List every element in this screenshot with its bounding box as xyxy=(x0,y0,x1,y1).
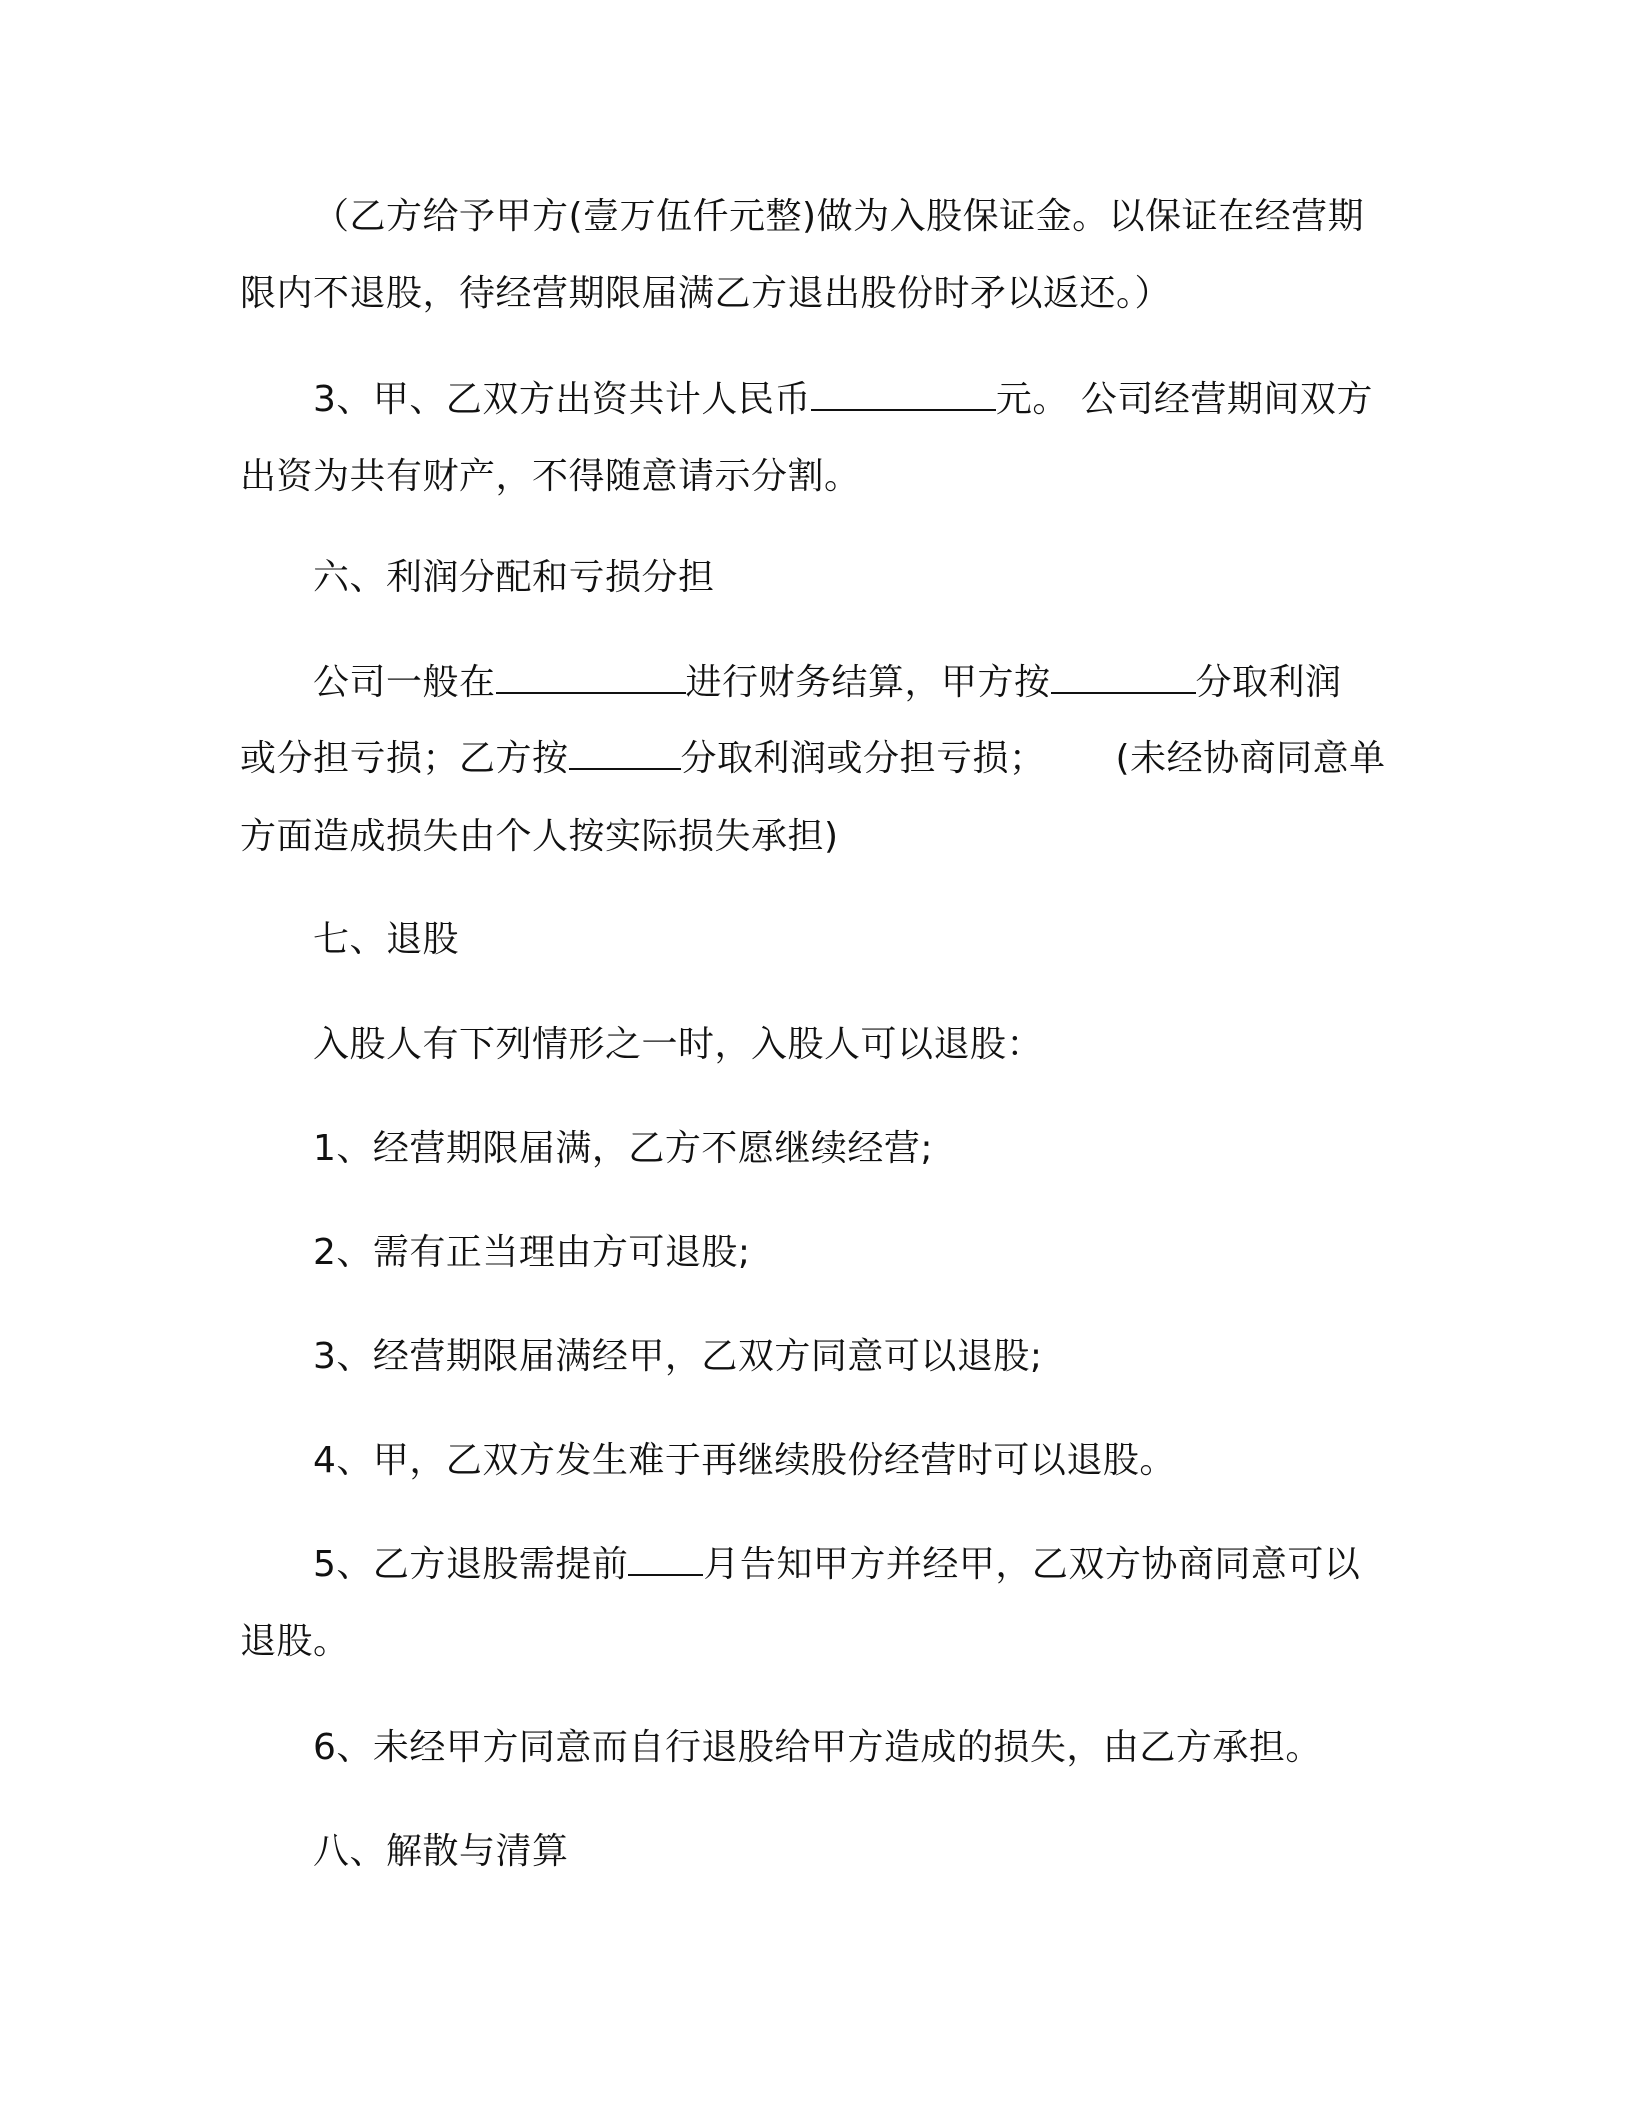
paragraph-profit-line2: 或分担亏损；乙方按 分取利润或分担亏损； (未经协商同意单 xyxy=(240,738,1386,779)
paragraph-deposit-line2: 限内不退股，待经营期限届满乙方退出股份时矛以返还。） xyxy=(240,273,1172,314)
paragraph-profit-line3: 方面造成损失由个人按实际损失承担) xyxy=(240,816,839,857)
blank-field-notice-months xyxy=(628,1544,703,1576)
list-item: 1、经营期限届满，乙方不愿继续经营; xyxy=(313,1128,934,1169)
list-item-5-line1: 5、乙方退股需提前 月告知甲方并经甲，乙双方协商同意可以 xyxy=(313,1544,1361,1585)
blank-field-settlement-period xyxy=(496,662,686,694)
list-item-5-line2: 退股。 xyxy=(240,1621,350,1662)
paragraph-profit-line1: 公司一般在 进行财务结算，甲方按 分取利润 xyxy=(313,662,1342,703)
section-heading-withdrawal: 七、退股 xyxy=(313,919,460,960)
blank-field-amount xyxy=(811,379,996,411)
paragraph-withdrawal-intro: 入股人有下列情形之一时，入股人可以退股： xyxy=(313,1024,1044,1065)
section-heading-profit: 六、利润分配和亏损分担 xyxy=(313,557,715,598)
section-heading-dissolution: 八、解散与清算 xyxy=(313,1831,569,1872)
list-item: 4、甲，乙双方发生难于再继续股份经营时可以退股。 xyxy=(313,1440,1176,1481)
paragraph-deposit-line1: （乙方给予甲方(壹万伍仟元整)做为入股保证金。以保证在经营期 xyxy=(313,196,1365,237)
blank-field-party-a-share xyxy=(1051,662,1196,694)
list-item: 6、未经甲方同意而自行退股给甲方造成的损失，由乙方承担。 xyxy=(313,1727,1322,1768)
paragraph-capital-line1: 3、甲、乙双方出资共计人民币 元。 公司经营期间双方 xyxy=(313,379,1373,420)
blank-field-party-b-share xyxy=(569,738,681,770)
paragraph-capital-line2: 出资为共有财产，不得随意请示分割。 xyxy=(240,456,861,497)
list-item: 2、需有正当理由方可退股; xyxy=(313,1232,751,1273)
list-item: 3、经营期限届满经甲，乙双方同意可以退股; xyxy=(313,1336,1043,1377)
